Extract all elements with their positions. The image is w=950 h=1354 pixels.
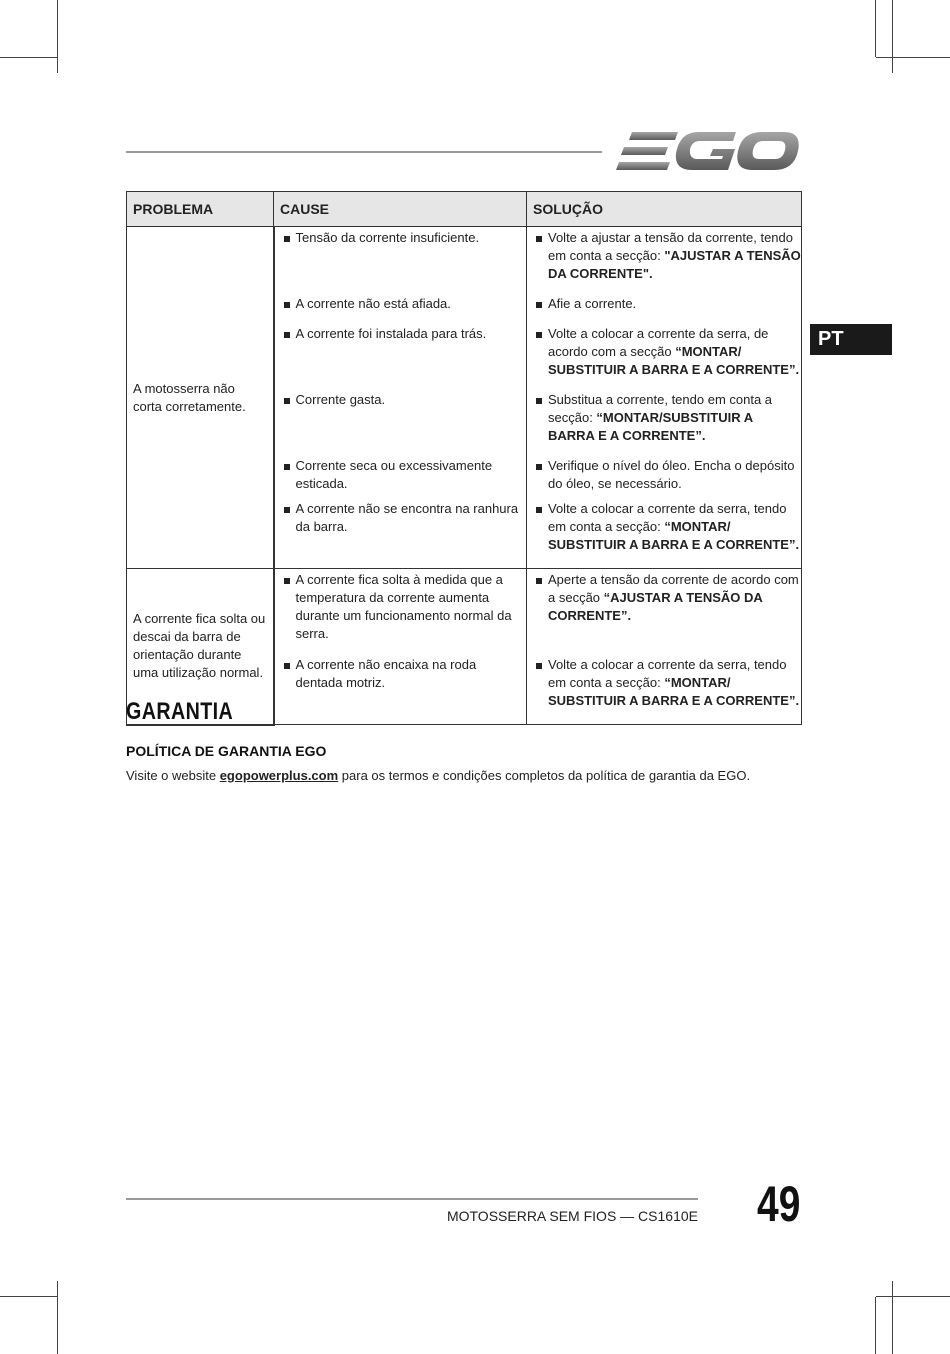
crop-mark bbox=[875, 0, 876, 57]
crop-mark bbox=[892, 0, 893, 73]
solution-list bbox=[527, 227, 802, 569]
troubleshooting-table bbox=[126, 191, 802, 726]
cause-item: A corrente fica solta à medida que a temperatura da corrente aumenta durante um funcionamento normal da serra. bbox=[281, 571, 527, 650]
crop-mark bbox=[0, 57, 57, 58]
page-number: 49 bbox=[757, 1176, 801, 1232]
website-link[interactable]: egopowerplus.com bbox=[219, 768, 339, 783]
warranty-policy-text: Visite o website egopowerplus.com para os termos e condições completos da política de garantia da EGO. bbox=[126, 768, 751, 783]
header-rule bbox=[126, 151, 602, 153]
section-heading-warranty: GARANTIA bbox=[126, 698, 234, 725]
solution-item: Volte a colocar a corrente da serra, tendo em conta a secção: “MONTAR/ SUBSTITUIR A BARRA E A CORRENTE”. bbox=[533, 656, 801, 716]
cause-item: Corrente seca ou excessivamente esticada. bbox=[281, 457, 527, 494]
cause-item: A corrente não está afiada. bbox=[281, 295, 527, 319]
crop-mark bbox=[875, 1297, 876, 1354]
cause-item: Tensão da corrente insuficiente. bbox=[281, 229, 527, 289]
solution-list bbox=[527, 569, 802, 725]
solution-item: Verifique o nível do óleo. Encha o depósito do óleo, se necessário. bbox=[533, 457, 801, 494]
language-tab: PT bbox=[810, 324, 892, 355]
problem-cell: A corrente fica solta ou descai da barra de orientação durante uma utilização normal. bbox=[127, 569, 274, 725]
crop-mark bbox=[0, 1296, 57, 1297]
cause-item: A corrente não encaixa na roda dentada motriz. bbox=[281, 656, 527, 716]
cause-item: Corrente gasta. bbox=[281, 391, 527, 451]
problem-cell: A motosserra não corta corretamente. bbox=[127, 227, 274, 569]
solution-item: Volte a ajustar a tensão da corrente, tendo em conta a secção: "AJUSTAR A TENSÃO DA CORRENTE". bbox=[533, 229, 801, 289]
crop-mark bbox=[876, 1296, 950, 1297]
crop-mark bbox=[876, 57, 950, 58]
solution-item: Afie a corrente. bbox=[533, 295, 801, 319]
solution-item: Volte a colocar a corrente da serra, de acordo com a secção “MONTAR/ SUBSTITUIR A BARRA E A CORRENTE”. bbox=[533, 325, 801, 385]
column-header-cause: CAUSE bbox=[274, 192, 527, 227]
cause-list bbox=[274, 569, 527, 725]
footer-title: MOTOSSERRA SEM FIOS — CS1610E bbox=[446, 1208, 698, 1224]
cause-item: A corrente foi instalada para trás. bbox=[281, 325, 527, 385]
table-header-row bbox=[127, 192, 802, 227]
cause-list bbox=[274, 227, 527, 569]
table-row bbox=[127, 227, 802, 569]
crop-mark bbox=[57, 0, 58, 73]
solution-item: Substitua a corrente, tendo em conta a secção: “MONTAR/SUBSTITUIR A BARRA E A CORRENTE”. bbox=[533, 391, 801, 451]
warranty-policy-title: POLÍTICA DE GARANTIA EGO bbox=[126, 743, 327, 759]
footer-rule bbox=[126, 1198, 698, 1200]
solution-item: Volte a colocar a corrente da serra, tendo em conta a secção: “MONTAR/ SUBSTITUIR A BARRA E A CORRENTE”. bbox=[533, 500, 801, 560]
column-header-solution: SOLUÇÃO bbox=[527, 192, 802, 227]
crop-mark bbox=[57, 1281, 58, 1354]
solution-item: Aperte a tensão da corrente de acordo com a secção “AJUSTAR A TENSÃO DA CORRENTE”. bbox=[533, 571, 801, 650]
ego-logo bbox=[616, 128, 800, 174]
cause-item: A corrente não se encontra na ranhura da barra. bbox=[281, 500, 527, 560]
crop-mark bbox=[892, 1281, 893, 1354]
column-header-problem: PROBLEMA bbox=[127, 192, 274, 227]
